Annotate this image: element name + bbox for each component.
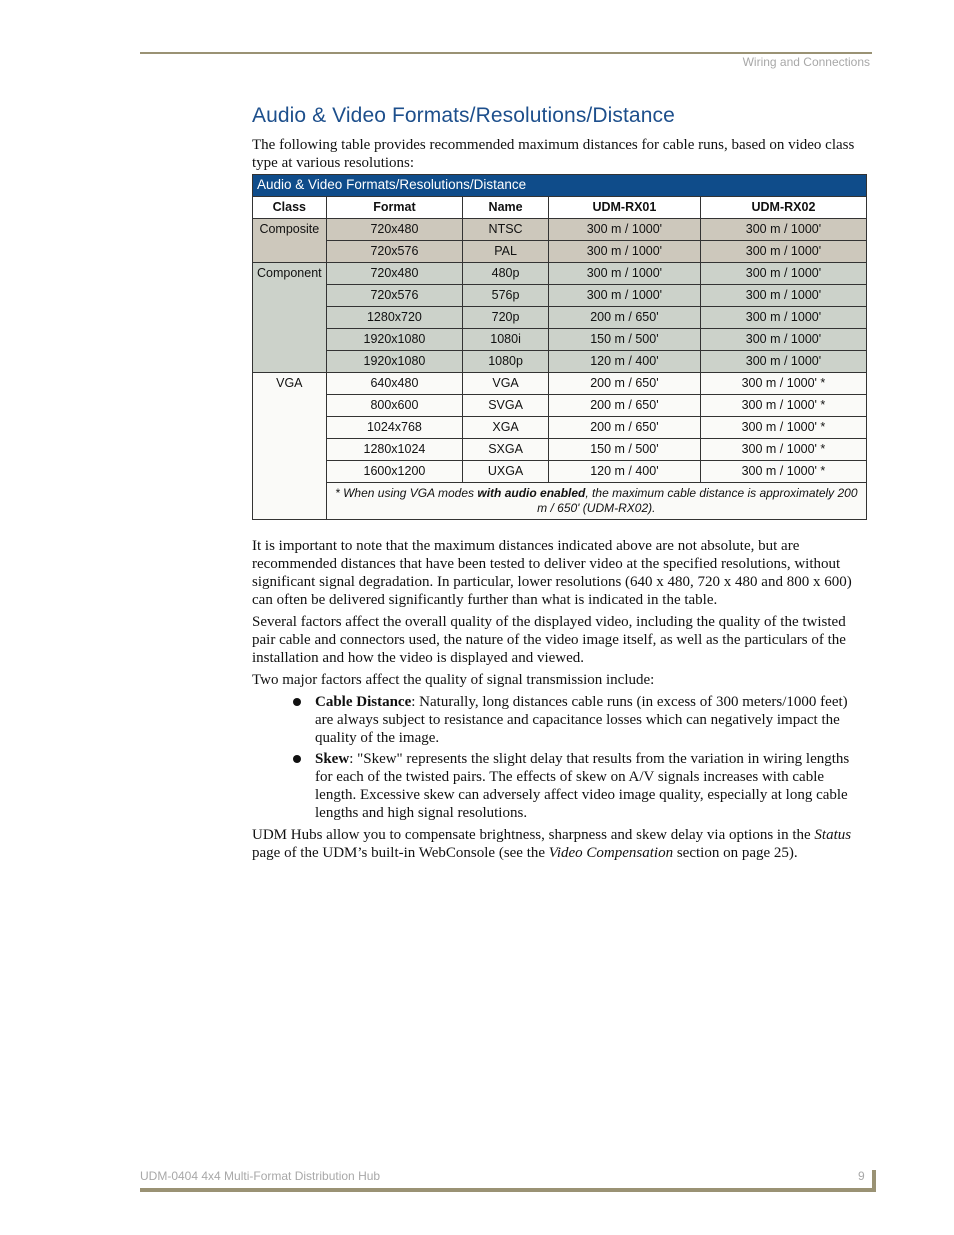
column-header: Name — [463, 197, 549, 219]
table-cell: 300 m / 1000' — [700, 307, 866, 329]
footer-page-number: 9 — [858, 1169, 865, 1183]
table-cell: 720p — [463, 307, 549, 329]
table-row — [253, 307, 867, 329]
table-cell: 720x576 — [326, 285, 463, 307]
table-cell: 1080p — [463, 351, 549, 373]
table-cell: 1080i — [463, 329, 549, 351]
bullet-icon — [293, 698, 301, 706]
table-row — [253, 351, 867, 373]
table-header-row — [253, 197, 867, 219]
footer-doc-title: UDM-0404 4x4 Multi-Format Distribution Hub — [140, 1169, 381, 1183]
paragraph-compensation: UDM Hubs allow you to compensate brightness, sharpness and skew delay via options in the Status page of the UDM’s built-in WebConsole (see the Video Compensation section on page 25). — [252, 827, 852, 861]
table-cell: 300 m / 1000' * — [700, 417, 866, 439]
table-cell: 300 m / 1000' — [548, 263, 700, 285]
table-cell: 200 m / 650' — [548, 417, 700, 439]
table-row — [253, 417, 867, 439]
page-content — [252, 104, 868, 866]
table-cell: 300 m / 1000' — [548, 285, 700, 307]
factor-list — [252, 693, 868, 822]
table-cell: 800x600 — [326, 395, 463, 417]
table-cell: VGA — [463, 373, 549, 395]
table-cell: 720x480 — [326, 219, 463, 241]
paragraph-factors: Several factors affect the overall quality of the displayed video, including the quality of the twisted pair cable and connectors used, the nature of the video image itself, as well as the particulars of the installation and how the video is displayed and viewed. — [252, 614, 846, 666]
table-cell: 1280x1024 — [326, 439, 463, 461]
table-cell: 576p — [463, 285, 549, 307]
table-cell: 300 m / 1000' — [700, 219, 866, 241]
header-rule — [140, 52, 872, 54]
class-cell: Component — [253, 263, 327, 373]
table-cell: 1024x768 — [326, 417, 463, 439]
formats-table — [252, 174, 867, 520]
section-title: Audio & Video Formats/Resolutions/Distance — [252, 104, 675, 127]
table-cell: NTSC — [463, 219, 549, 241]
table-cell: 640x480 — [326, 373, 463, 395]
table-cell: 480p — [463, 263, 549, 285]
table-cell: 150 m / 500' — [548, 439, 700, 461]
table-row — [253, 439, 867, 461]
table-cell: UXGA — [463, 461, 549, 483]
table-cell: 300 m / 1000' — [700, 241, 866, 263]
table-cell: 300 m / 1000' * — [700, 395, 866, 417]
class-cell: VGA — [253, 373, 327, 520]
intro-paragraph: The following table provides recommended maximum distances for cable runs, based on video class type at various resolutions: — [252, 137, 855, 171]
table-row — [253, 329, 867, 351]
paragraph-distances: It is important to note that the maximum distances indicated above are not absolute, but are recommended distances that have been tested to deliver video at the specified resolutions, without significant signal degradation. In particular, lower resolutions (640 x 480, 720 x 480 and 800 x 600) can often be delivered significantly further than what is indicated in the table. — [252, 538, 852, 608]
table-caption: Audio & Video Formats/Resolutions/Distance — [253, 175, 867, 197]
table-cell: XGA — [463, 417, 549, 439]
class-cell: Composite — [253, 219, 327, 263]
column-header: Format — [326, 197, 463, 219]
table-cell: 300 m / 1000' — [700, 285, 866, 307]
list-item: Skew: "Skew" represents the slight delay that results from the variation in wiring lengths for each of the twisted pairs. The effects of skew on A/V signals increases with cable length. Excessive skew can adversely affect video image quality, especially at long cable lengths and high signal resolutions. — [315, 750, 868, 822]
table-cell: 720x480 — [326, 263, 463, 285]
table-cell: 300 m / 1000' — [548, 219, 700, 241]
table-cell: 300 m / 1000' — [700, 263, 866, 285]
table-cell: 120 m / 400' — [548, 461, 700, 483]
table-cell: 200 m / 650' — [548, 307, 700, 329]
table-cell: 300 m / 1000' — [548, 241, 700, 263]
table-row — [253, 219, 867, 241]
table-cell: 300 m / 1000' — [700, 329, 866, 351]
table-row — [253, 395, 867, 417]
table-note-row — [253, 483, 867, 520]
table-row — [253, 285, 867, 307]
table-cell: 1920x1080 — [326, 329, 463, 351]
list-item: Cable Distance: Naturally, long distances cable runs (in excess of 300 meters/1000 feet) are always subject to resistance and capacitance losses which can negatively impact the quality of the image. — [315, 693, 868, 747]
table-row — [253, 241, 867, 263]
table-cell: 200 m / 650' — [548, 373, 700, 395]
table-cell: 150 m / 500' — [548, 329, 700, 351]
table-row — [253, 461, 867, 483]
column-header: UDM-RX01 — [548, 197, 700, 219]
table-cell: 300 m / 1000' * — [700, 439, 866, 461]
table-cell: 300 m / 1000' * — [700, 461, 866, 483]
table-cell: SXGA — [463, 439, 549, 461]
table-cell: 200 m / 650' — [548, 395, 700, 417]
footer-rule — [140, 1188, 876, 1192]
running-header: Wiring and Connections — [742, 55, 870, 69]
column-header: UDM-RX02 — [700, 197, 866, 219]
bullet-icon — [293, 755, 301, 763]
table-cell: 720x576 — [326, 241, 463, 263]
table-cell: 120 m / 400' — [548, 351, 700, 373]
vga-audio-note: * When using VGA modes with audio enabled, the maximum cable distance is approximately 200 m / 650' (UDM-RX02). — [326, 483, 866, 520]
table-row — [253, 373, 867, 395]
column-header: Class — [253, 197, 327, 219]
table-cell: 1280x720 — [326, 307, 463, 329]
table-cell: 1920x1080 — [326, 351, 463, 373]
table-cell: 300 m / 1000' — [700, 351, 866, 373]
table-cell: 300 m / 1000' * — [700, 373, 866, 395]
table-cell: PAL — [463, 241, 549, 263]
table-cell: 1600x1200 — [326, 461, 463, 483]
table-cell: SVGA — [463, 395, 549, 417]
paragraph-major-factors: Two major factors affect the quality of signal transmission include: — [252, 672, 655, 688]
footer-corner — [872, 1170, 876, 1190]
table-row — [253, 263, 867, 285]
table-body — [253, 219, 867, 520]
